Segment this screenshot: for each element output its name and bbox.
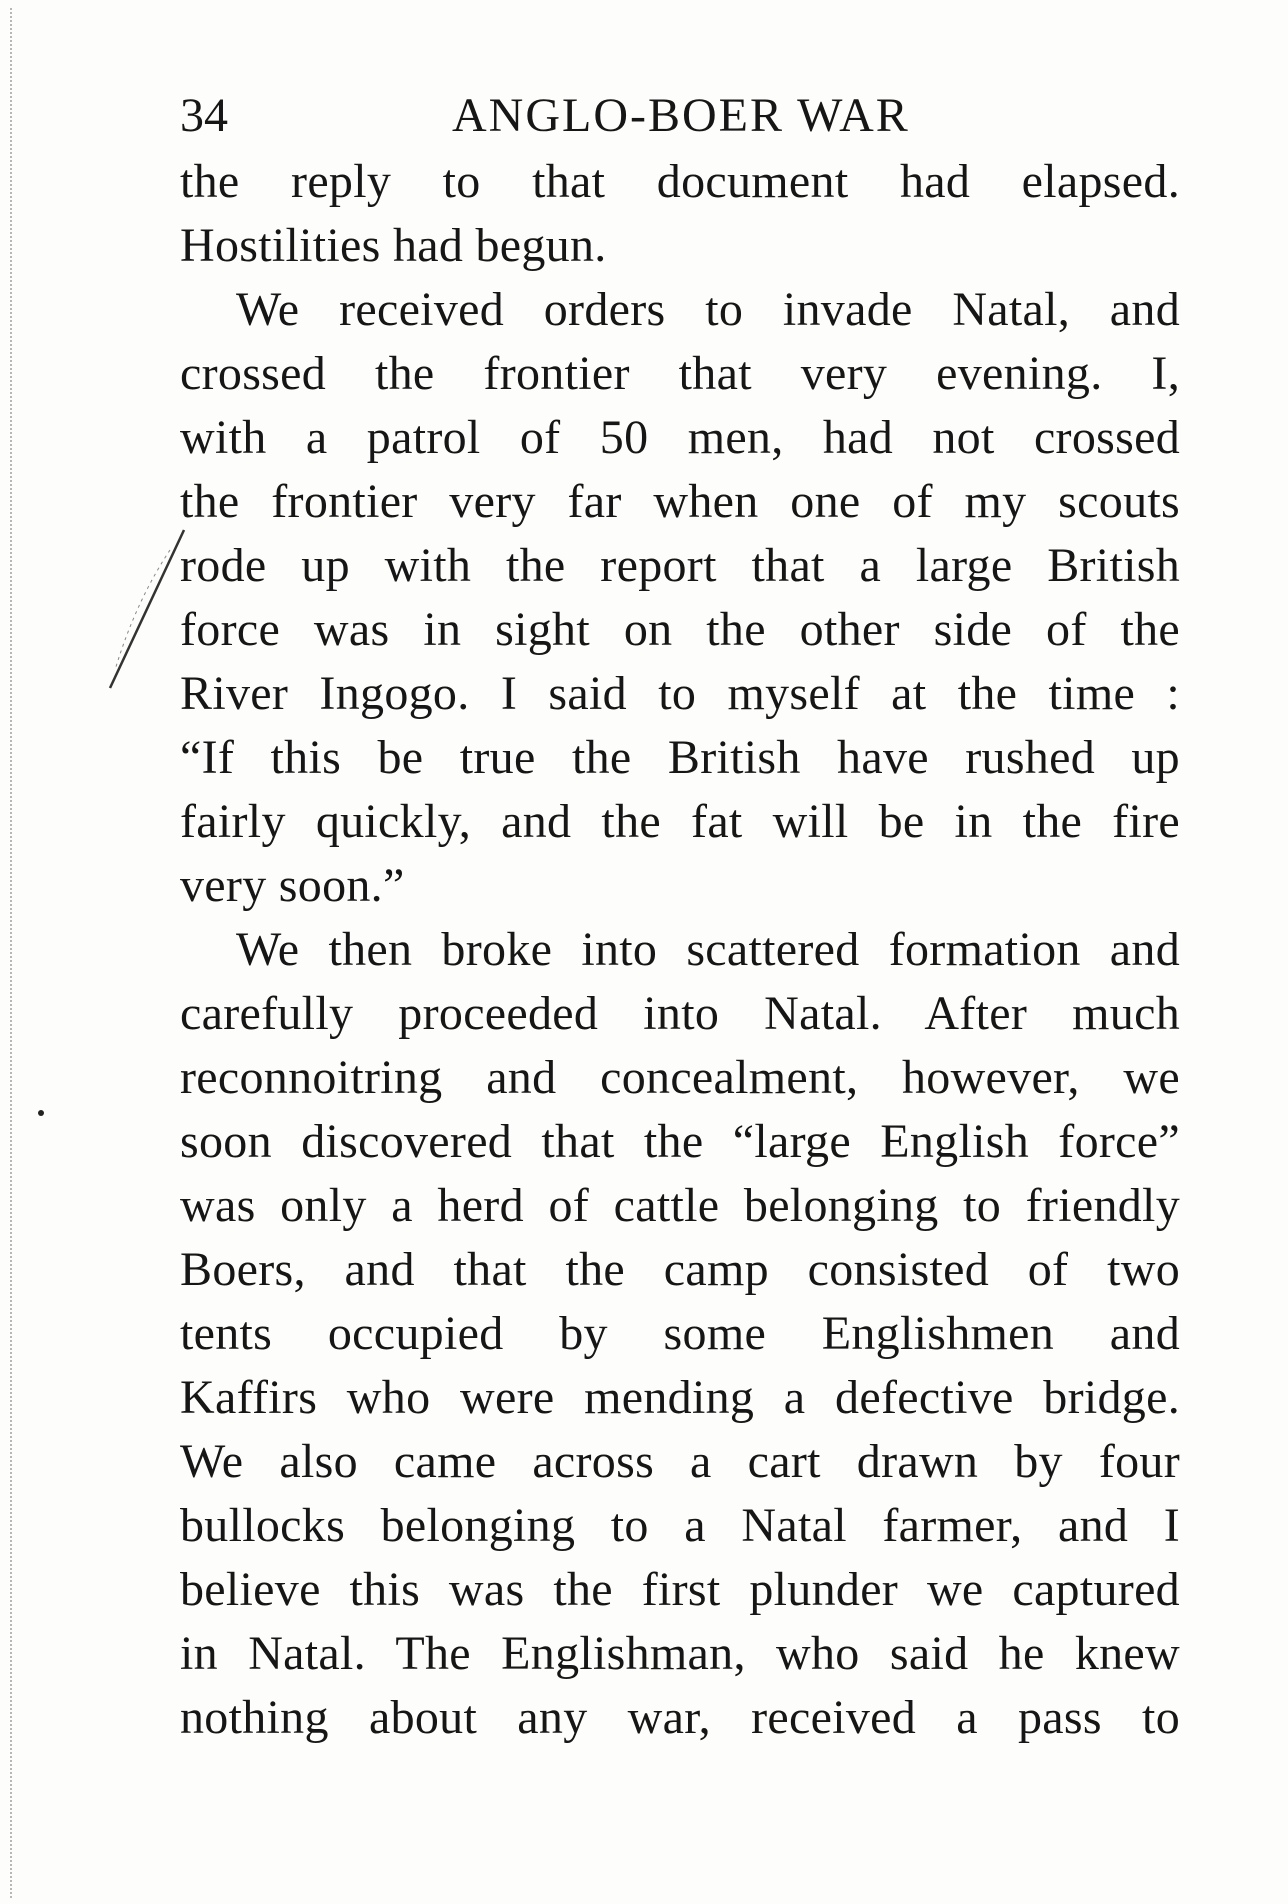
text-line: Kaffirs who were mending a defective bridge. xyxy=(180,1371,1180,1424)
text-line: the reply to that document had elapsed. xyxy=(180,155,1180,208)
text-line: We then broke into scattered formation and xyxy=(236,923,1180,976)
text-line: nothing about any war, received a pass to xyxy=(180,1691,1180,1744)
running-head: ANGLO-BOER WAR xyxy=(452,89,910,142)
text-line: Boers, and that the camp consisted of two xyxy=(180,1243,1180,1296)
text-line: in Natal. The Englishman, who said he knew xyxy=(180,1627,1180,1680)
text-line: tents occupied by some Englishmen and xyxy=(180,1307,1180,1360)
text-line: the frontier very far when one of my scouts xyxy=(180,475,1180,528)
page-number: 34 xyxy=(180,89,228,142)
text-line: soon discovered that the “large English force” xyxy=(180,1115,1180,1168)
text-line: reconnoitring and concealment, however, we xyxy=(180,1051,1180,1104)
text-line: fairly quickly, and the fat will be in the fire xyxy=(180,795,1180,848)
text-line: was only a herd of cattle belonging to friendly xyxy=(180,1179,1180,1232)
text-line: carefully proceeded into Natal. After much xyxy=(180,987,1180,1040)
text-line: bullocks belonging to a Natal farmer, and I xyxy=(180,1499,1180,1552)
text-line: with a patrol of 50 men, had not crossed xyxy=(180,411,1180,464)
text-line: We received orders to invade Natal, and xyxy=(236,283,1180,336)
text-line: force was in sight on the other side of the xyxy=(180,603,1180,656)
text-line: We also came across a cart drawn by four xyxy=(180,1435,1180,1488)
text-line: Hostilities had begun. xyxy=(180,219,607,272)
text-line: “If this be true the British have rushed up xyxy=(180,731,1180,784)
text-line: very soon.” xyxy=(180,859,405,912)
ink-dot xyxy=(38,1110,44,1116)
margin-scan-artifact xyxy=(10,8,12,1898)
body-text xyxy=(180,150,1180,1750)
text-line: River Ingogo. I said to myself at the time : xyxy=(180,667,1180,720)
page-header xyxy=(180,86,1180,146)
text-line: crossed the frontier that very evening. I, xyxy=(180,347,1180,400)
pencil-mark-icon xyxy=(100,520,190,690)
text-line: rode up with the report that a large British xyxy=(180,539,1180,592)
text-line: believe this was the first plunder we captured xyxy=(180,1563,1180,1616)
